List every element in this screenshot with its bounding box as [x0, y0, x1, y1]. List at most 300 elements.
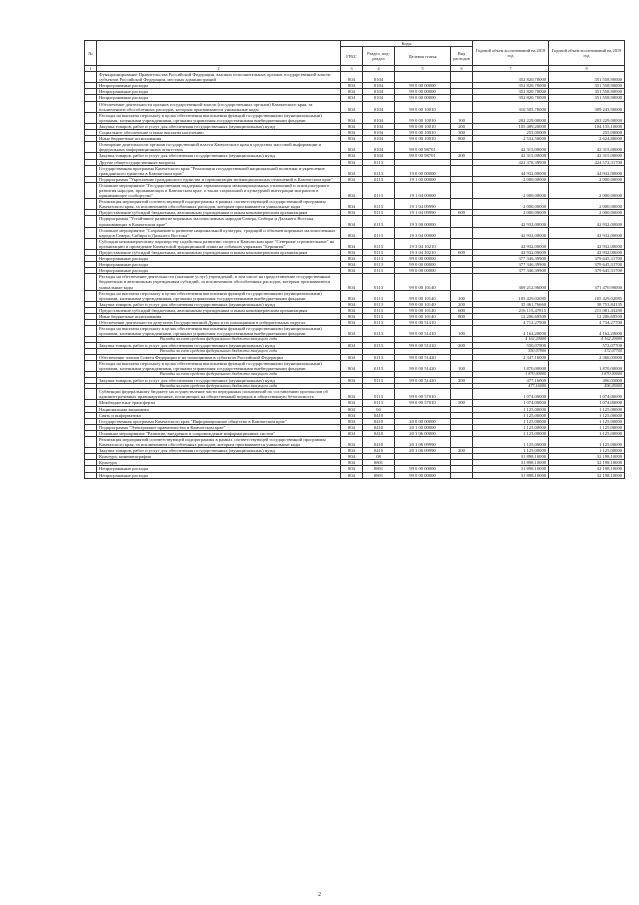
cell-amount-2019: 2 000,00000: [549, 210, 625, 216]
cell-razdel: 0801: [363, 472, 395, 478]
cell-razdel: 0113: [363, 176, 395, 182]
cell-name: Социальное обеспечение и иные выплаты населению: [97, 130, 341, 136]
cell-razdel: 04: [363, 406, 395, 412]
cell-name: Иные бюджетные ассигнования: [97, 314, 341, 320]
cell-amount-2019: 351 558,90000: [549, 89, 625, 95]
cell-name: Национальная экономика: [97, 406, 341, 412]
cell-amount-2018: 31 898,10000: [473, 472, 549, 478]
cell-grbs: 804: [341, 165, 363, 176]
table-row: [85, 307, 625, 313]
cell-amount-2019: 2 000,00000: [549, 182, 625, 198]
cell-amount-2019: 4 162,20000: [549, 326, 625, 337]
cell-amount-2018: 2 532,50000: [473, 136, 549, 142]
cell-amount-2019: 38 753,84135: [549, 301, 625, 307]
cell-amount-2018: 369 212,96000: [473, 274, 549, 290]
cell-grbs: 804: [341, 72, 363, 83]
cell-name: Субсидия некоммерческому партнерству содействия развитию спорта в Камчатском крае "Северные стремительные" на организацию и проведение Камчатской традиционной гонки на собачьих упряжках "Берингия": [97, 238, 341, 249]
cell-amount-2019: 351 558,90000: [549, 83, 625, 89]
table-row: [85, 142, 625, 153]
cell-razdel: 0410: [363, 448, 395, 454]
index-cell: 2: [97, 66, 341, 72]
table-row: [85, 199, 625, 210]
cell-amount-2018: 377 346,39900: [473, 256, 549, 262]
cell-amount-2019: 2 000,00000: [549, 199, 625, 210]
cell-amount-2018: 31 898,10000: [473, 460, 549, 466]
cell-name: Субвенции федеральному бюджету на осуществление части переданных полномочий по составлению протоколов об административных правонарушениях, посягающих на общественный порядок и общественную безопасность: [97, 389, 341, 400]
cell-amount-2018: 42 932,00000: [473, 238, 549, 249]
cell-expense-type: 100: [451, 112, 473, 123]
cell-target-article: 20 1 06 09990: [395, 437, 451, 448]
cell-target-article: 99 0 00 10140: [395, 274, 451, 290]
cell-amount-2018: 352 820,70000: [473, 83, 549, 89]
cell-razdel: 0113: [363, 400, 395, 406]
cell-amount-2018: 1 870,00000: [473, 371, 549, 377]
cell-razdel: 0113: [363, 216, 395, 227]
cell-amount-2019: 572,07700: [549, 343, 625, 349]
table-row: [85, 326, 625, 337]
cell-expense-type: 200: [451, 153, 473, 159]
cell-target-article: 99 0 00 00000: [395, 95, 451, 101]
cell-amount-2018: 42 932,00000: [473, 216, 549, 227]
cell-amount-2019: 371 470,99000: [549, 274, 625, 290]
cell-grbs: 804: [341, 389, 363, 400]
table-row: [85, 360, 625, 371]
cell-razdel: 0113: [363, 290, 395, 301]
cell-grbs: 804: [341, 83, 363, 89]
cell-target-article: 99 0 00 10010: [395, 101, 451, 112]
cell-num: [85, 274, 97, 290]
cell-name: Непрограммные расходы: [97, 89, 341, 95]
cell-target-article: 99 0 00 57010: [395, 389, 451, 400]
cell-amount-2019: 1 125,00000: [549, 448, 625, 454]
cell-target-article: 99 0 00 00000: [395, 83, 451, 89]
cell-amount-2019: 1 125,00000: [549, 430, 625, 436]
cell-target-article: 99 0 00 00000: [395, 256, 451, 262]
page-number: 2: [318, 892, 321, 898]
cell-target-article: 99 0 00 10140: [395, 307, 451, 313]
cell-expense-type: [451, 216, 473, 227]
cell-expense-type: [451, 274, 473, 290]
cell-grbs: 804: [341, 301, 363, 307]
table-row: [85, 101, 625, 112]
cell-amount-2019: 309 243,90000: [549, 101, 625, 112]
cell-target-article: 99 0 00 00000: [395, 262, 451, 268]
cell-grbs: 804: [341, 182, 363, 198]
cell-grbs: 804: [341, 101, 363, 112]
cell-num: [85, 437, 97, 448]
cell-amount-2018: 2 000,00000: [473, 176, 549, 182]
cell-target-article: 99 0 00 10010: [395, 123, 451, 129]
cell-amount-2018: 377 346,39900: [473, 268, 549, 274]
index-cell: 4: [363, 66, 395, 72]
cell-expense-type: 600: [451, 307, 473, 313]
cell-razdel: 0104: [363, 123, 395, 129]
cell-amount-2019: 424 572,31700: [549, 159, 625, 165]
cell-name: Непрограммные расходы: [97, 256, 341, 262]
cell-name: Связь и информатика: [97, 412, 341, 418]
header-num: №: [85, 41, 97, 66]
cell-amount-2019: 104 135,10000: [549, 123, 625, 129]
cell-amount-2019: 2 000,00000: [549, 176, 625, 182]
cell-amount-2018: 2 000,00000: [473, 182, 549, 198]
cell-razdel: 0113: [363, 314, 395, 320]
cell-razdel: 0410: [363, 412, 395, 418]
cell-amount-2018: 2 000,00000: [473, 210, 549, 216]
cell-name: Реализация мероприятий соответствующей подпрограммы в рамках соответствующей государственной программы Камчатского края, за исключением обособленных расходов, которым присваиваются уникальные коды: [97, 437, 341, 448]
cell-name: Основное мероприятие "Развитие, внедрение и сопровождение информационных систем": [97, 430, 341, 436]
cell-name: Предоставление субсидий бюджетным, автономным учреждениям и иным некоммерческим организациям: [97, 210, 341, 216]
cell-amount-2018: 35 461,76660: [473, 301, 549, 307]
cell-expense-type: [451, 389, 473, 400]
cell-name: Непрограммные расходы: [97, 466, 341, 472]
cell-razdel: 0410: [363, 430, 395, 436]
cell-amount-2019: 32 198,10000: [549, 466, 625, 472]
cell-grbs: 804: [341, 130, 363, 136]
cell-num: [85, 182, 97, 198]
cell-grbs: 804: [341, 262, 363, 268]
cell-target-article: 19 3 04 10210: [395, 250, 451, 256]
cell-target-article: 99 0 00 10010: [395, 112, 451, 123]
cell-amount-2018: 105 489,20000: [473, 123, 549, 129]
header-2018: Годовой объем ассигнований на 2018 год: [473, 41, 549, 66]
cell-amount-2018: 42 932,00000: [473, 227, 549, 238]
cell-name: Непрограммные расходы: [97, 95, 341, 101]
cell-amount-2019: 32 198,10000: [549, 454, 625, 460]
cell-target-article: 99 0 00 51410: [395, 320, 451, 326]
cell-amount-2019: 351 558,90000: [549, 95, 625, 101]
cell-razdel: 08: [363, 454, 395, 460]
cell-razdel: 0113: [363, 360, 395, 371]
cell-num: [85, 472, 97, 478]
cell-amount-2018: 2 347,16000: [473, 354, 549, 360]
cell-name: Обеспечение деятельности органов государственной власти (государственных органов) Камчатского края, за исключением обособленных расходов, которым присваиваются уникальные коды: [97, 101, 341, 112]
cell-amount-2018: 377 346,39900: [473, 262, 549, 268]
cell-expense-type: [451, 472, 473, 478]
cell-razdel: 0113: [363, 274, 395, 290]
cell-name: Закупка товаров, работ и услуг для обеспечения государственных (муниципальных) нужд: [97, 377, 341, 383]
cell-target-article: 99 0 00 00000: [395, 89, 451, 95]
cell-amount-2018: 42 315,00000: [473, 153, 549, 159]
cell-grbs: 804: [341, 418, 363, 424]
index-cell: 5: [395, 66, 451, 72]
cell-grbs: 804: [341, 360, 363, 371]
cell-num: [85, 227, 97, 238]
cell-target-article: 19 1 04 00000: [395, 182, 451, 198]
cell-amount-2018: 1 870,00000: [473, 360, 549, 371]
cell-target-article: 19 1 04 09990: [395, 210, 451, 216]
cell-razdel: 0410: [363, 418, 395, 424]
table-row: [85, 165, 625, 176]
cell-amount-2018: 4 712,27900: [473, 320, 549, 326]
cell-expense-type: 600: [451, 250, 473, 256]
cell-amount-2018: 1 125,00000: [473, 412, 549, 418]
cell-grbs: 804: [341, 274, 363, 290]
cell-amount-2018: 216 115,47815: [473, 307, 549, 313]
cell-grbs: 804: [341, 354, 363, 360]
table-row: [85, 418, 625, 424]
cell-amount-2019: 12 206,69500: [549, 314, 625, 320]
cell-razdel: 0113: [363, 326, 395, 337]
cell-num: [85, 72, 97, 83]
cell-name: Подпрограмма "Электронное правительство в Камчатском крае": [97, 424, 341, 430]
cell-expense-type: 800: [451, 136, 473, 142]
cell-razdel: 0113: [363, 238, 395, 249]
cell-razdel: 0104: [363, 153, 395, 159]
cell-expense-type: [451, 165, 473, 176]
cell-razdel: 0104: [363, 72, 395, 83]
cell-amount-2019: 1 870,00000: [549, 360, 625, 371]
cell-razdel: 0113: [363, 301, 395, 307]
cell-target-article: 20 1 06 00000: [395, 430, 451, 436]
table-row: [85, 250, 625, 256]
table-row: [85, 182, 625, 198]
cell-amount-2018: 1 074,00000: [473, 389, 549, 400]
cell-amount-2019: 1 125,00000: [549, 418, 625, 424]
cell-amount-2019: 32 198,10000: [549, 472, 625, 478]
cell-amount-2018: 44 932,00000: [473, 165, 549, 176]
cell-amount-2018: 1 125,00000: [473, 406, 549, 412]
cell-target-article: 19 3 04 00000: [395, 227, 451, 238]
cell-expense-type: 100: [451, 326, 473, 337]
cell-name: Закупка товаров, работ и услуг для обеспечения государственных (муниципальных) нужд: [97, 448, 341, 454]
cell-grbs: 804: [341, 400, 363, 406]
budget-table: [84, 40, 625, 479]
cell-target-article: 99 0 00 51420: [395, 360, 451, 371]
cell-razdel: 0113: [363, 389, 395, 400]
cell-target-article: 20 1 00 00000: [395, 424, 451, 430]
cell-num: [85, 389, 97, 400]
cell-num: [85, 326, 97, 337]
table-row: [85, 290, 625, 301]
cell-name: Расходы на выплаты персоналу в целях обеспечения выполнения функций государственными (муниципальными) органами, казенными учреждениями, органами управления государственными внебюджетными фондами: [97, 290, 341, 301]
cell-grbs: 804: [341, 466, 363, 472]
cell-expense-type: 200: [451, 343, 473, 349]
cell-amount-2018: 255,00000: [473, 130, 549, 136]
cell-grbs: 804: [341, 424, 363, 430]
cell-name: Расходы за счет средств федерального бюджета текущего года: [97, 337, 341, 343]
cell-amount-2019: 202 229,00000: [549, 112, 625, 123]
cell-grbs: 804: [341, 136, 363, 142]
cell-name: Освещение деятельности органов государственной власти Камчатского края в средствах массовой информации и федеральных информационных агентствах: [97, 142, 341, 153]
table-row: [85, 389, 625, 400]
index-cell: 8: [549, 66, 625, 72]
cell-target-article: 99 0 00 51420: [395, 377, 451, 383]
cell-amount-2019: 1 125,00000: [549, 437, 625, 448]
cell-razdel: 0104: [363, 136, 395, 142]
table-row: [85, 159, 625, 165]
cell-grbs: 804: [341, 238, 363, 249]
cell-name: Расходы на обеспечение деятельности (оказание услуг) учреждений, в том числе на предоставление государственным бюджетным и автономным учреждениям субсидий, за исключением обособленных расходов, которым присваиваются уникальные коды: [97, 274, 341, 290]
cell-grbs: 804: [341, 412, 363, 418]
cell-amount-2018: 31 898,10000: [473, 466, 549, 472]
cell-name: Непрограммные расходы: [97, 268, 341, 274]
index-cell: 7: [473, 66, 549, 72]
cell-expense-type: [451, 72, 473, 83]
cell-amount-2019: 496,05000: [549, 383, 625, 389]
cell-amount-2018: 42 932,00000: [473, 250, 549, 256]
cell-target-article: 99 0 00 00000: [395, 268, 451, 274]
cell-razdel: 0104: [363, 95, 395, 101]
cell-expense-type: [451, 437, 473, 448]
table-row: [85, 227, 625, 238]
table-row: [85, 216, 625, 227]
index-cell: 3: [341, 66, 363, 72]
table-row: [85, 238, 625, 249]
cell-amount-2019: 379 645,31700: [549, 268, 625, 274]
cell-amount-2019: 1 125,00000: [549, 424, 625, 430]
cell-amount-2019: 44 932,00000: [549, 165, 625, 176]
cell-amount-2019: 496,05000: [549, 377, 625, 383]
cell-grbs: 804: [341, 454, 363, 460]
cell-amount-2018: 1 125,00000: [473, 448, 549, 454]
cell-amount-2019: 4 162,20000: [549, 337, 625, 343]
cell-amount-2018: 4 162,20000: [473, 326, 549, 337]
cell-grbs: 804: [341, 290, 363, 301]
cell-expense-type: 200: [451, 377, 473, 383]
cell-num: [85, 165, 97, 176]
cell-razdel: 0113: [363, 210, 395, 216]
cell-name: Непрограммные расходы: [97, 262, 341, 268]
cell-target-article: 19 1 04 09990: [395, 199, 451, 210]
budget-table-body: [85, 72, 625, 479]
cell-name: Закупка товаров, работ и услуг для обеспечения государственных (муниципальных) нужд: [97, 343, 341, 349]
cell-expense-type: 200: [451, 448, 473, 454]
cell-expense-type: 200: [451, 123, 473, 129]
cell-name: Культура: [97, 460, 341, 466]
cell-amount-2018: 352 820,70000: [473, 89, 549, 95]
cell-grbs: 804: [341, 268, 363, 274]
cell-target-article: 99 0 00 98701: [395, 142, 451, 153]
cell-razdel: 0410: [363, 424, 395, 430]
cell-target-article: 99 0 00 51420: [395, 354, 451, 360]
cell-razdel: 0104: [363, 83, 395, 89]
cell-razdel: 0801: [363, 460, 395, 466]
table-row: [85, 320, 625, 326]
cell-target-article: 99 0 00 51410: [395, 343, 451, 349]
cell-razdel: 0113: [363, 377, 395, 383]
cell-grbs: 804: [341, 95, 363, 101]
cell-amount-2018: 550,07900: [473, 343, 549, 349]
cell-target-article: 99 0 00 10140: [395, 314, 451, 320]
cell-grbs: 804: [341, 199, 363, 210]
index-cell: 6: [451, 66, 473, 72]
cell-grbs: 804: [341, 430, 363, 436]
header-grbs: ГРБС: [341, 47, 363, 66]
cell-expense-type: 200: [451, 301, 473, 307]
cell-amount-2019: 105 429,02085: [549, 290, 625, 301]
cell-grbs: 804: [341, 123, 363, 129]
table-row: [85, 448, 625, 454]
cell-target-article: 99 0 00 98701: [395, 153, 451, 159]
cell-num: [85, 142, 97, 153]
cell-razdel: 0113: [363, 199, 395, 210]
cell-expense-type: [451, 227, 473, 238]
cell-amount-2019: 1 074,00000: [549, 400, 625, 406]
header-name: [97, 41, 341, 66]
cell-num: [85, 290, 97, 301]
cell-razdel: 0113: [363, 165, 395, 176]
cell-amount-2019: 255,00000: [549, 130, 625, 136]
cell-grbs: 804: [341, 343, 363, 349]
cell-target-article: 99 0 00 10140: [395, 290, 451, 301]
cell-grbs: 804: [341, 227, 363, 238]
cell-razdel: 0104: [363, 142, 395, 153]
cell-expense-type: [451, 142, 473, 153]
cell-name: Подпрограмма "Укрепление гражданского единства и гармонизация межнациональных отношений в Камчатском крае": [97, 176, 341, 182]
cell-name: Межбюджетные трансферты: [97, 400, 341, 406]
cell-amount-2018: 1 125,00000: [473, 430, 549, 436]
cell-grbs: 804: [341, 320, 363, 326]
cell-name: Другие общегосударственные вопросы: [97, 159, 341, 165]
cell-name: Закупка товаров, работ и услуг для обеспечения государственных (муниципальных) нужд: [97, 153, 341, 159]
table-row: [85, 301, 625, 307]
cell-amount-2019: 2 366,05000: [549, 354, 625, 360]
cell-target-article: 19 3 00 00000: [395, 216, 451, 227]
cell-target-article: 19 1 00 00000: [395, 176, 451, 182]
cell-amount-2019: 32 198,10000: [549, 460, 625, 466]
cell-amount-2019: 351 558,90000: [549, 72, 625, 83]
cell-expense-type: 100: [451, 360, 473, 371]
cell-grbs: 804: [341, 176, 363, 182]
table-row: [85, 472, 625, 478]
cell-name: Функционирование Правительства Российской Федерации, высших исполнительных органов государственной власти субъектов Российской Федерации, местных администраций: [97, 72, 341, 83]
cell-amount-2018: 422 378,39900: [473, 159, 549, 165]
cell-name: Обеспечение деятельности депутатов Государственной Думы и их помощников в избирательных округах: [97, 320, 341, 326]
cell-amount-2019: 42 932,00000: [549, 238, 625, 249]
table-row: [85, 130, 625, 136]
cell-amount-2019: 572,07700: [549, 349, 625, 355]
cell-amount-2018: 4 162,20000: [473, 337, 549, 343]
cell-amount-2018: 550,07900: [473, 349, 549, 355]
cell-target-article: 99 0 00 57010: [395, 400, 451, 406]
cell-amount-2019: 1 074,00000: [549, 389, 625, 400]
cell-target-article: 99 0 00 10010: [395, 130, 451, 136]
cell-name: Реализация мероприятий соответствующей подпрограммы в рамках соответствующей государственной программы Камчатского края, за исключением обособленных расходов, которым присваиваются уникальные коды: [97, 199, 341, 210]
cell-amount-2018: 2 000,00000: [473, 199, 549, 210]
cell-amount-2019: 42 932,00000: [549, 227, 625, 238]
cell-target-article: 20 0 00 00000: [395, 418, 451, 424]
cell-grbs: 804: [341, 159, 363, 165]
cell-amount-2018: 352 820,70000: [473, 95, 549, 101]
cell-grbs: 804: [341, 210, 363, 216]
cell-target-article: 99 0 00 00000: [395, 466, 451, 472]
cell-name: Расходы на выплаты персоналу в целях обеспечения выполнения функций государственными (муниципальными) органами, казенными учреждениями, органами управления государственными внебюджетными фондами: [97, 112, 341, 123]
cell-num: [85, 360, 97, 371]
cell-amount-2018: 105 429,02085: [473, 290, 549, 301]
cell-amount-2019: 1 125,00000: [549, 412, 625, 418]
table-row: [85, 274, 625, 290]
cell-expense-type: 500: [451, 400, 473, 406]
cell-grbs: 804: [341, 314, 363, 320]
cell-grbs: 804: [341, 377, 363, 383]
cell-grbs: 804: [341, 256, 363, 262]
cell-grbs: 804: [341, 437, 363, 448]
cell-razdel: 0113: [363, 250, 395, 256]
table-row: [85, 354, 625, 360]
cell-amount-2019: 2 624,80000: [549, 136, 625, 142]
cell-target-article: 99 0 00 51410: [395, 326, 451, 337]
cell-amount-2018: 12 206,69500: [473, 314, 549, 320]
cell-name: Расходы на выплаты персоналу в целях обеспечения выполнения функций государственными (муниципальными) органами, казенными учреждениями, органами управления государственными внебюджетными фондами: [97, 326, 341, 337]
cell-grbs: 804: [341, 153, 363, 159]
cell-amount-2018: 1 125,00000: [473, 437, 549, 448]
cell-razdel: 0104: [363, 130, 395, 136]
cell-target-article: 19 0 00 00000: [395, 165, 451, 176]
cell-razdel: 0113: [363, 320, 395, 326]
cell-amount-2019: 42 932,00000: [549, 250, 625, 256]
table-row: [85, 176, 625, 182]
cell-razdel: 0113: [363, 182, 395, 198]
